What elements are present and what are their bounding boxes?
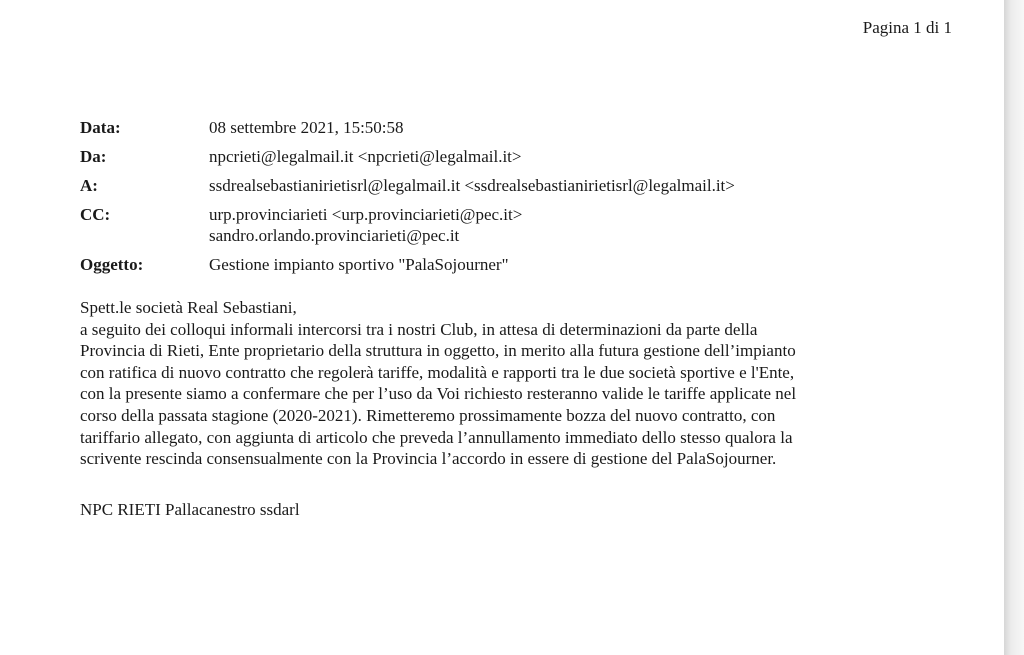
- cc-value: urp.provinciarieti <urp.provinciarieti@pec.it>: [209, 205, 523, 224]
- cc-label: CC:: [80, 205, 111, 224]
- to-label: A:: [80, 176, 98, 195]
- date-label: Data:: [80, 118, 121, 137]
- cc-value: sandro.orlando.provinciarieti@pec.it: [209, 226, 460, 245]
- subject-value: Gestione impianto sportivo "PalaSojourner": [209, 255, 509, 274]
- to-value: ssdrealsebastianirietisrl@legalmail.it <ssdrealsebastianirietisrl@legalmail.it>: [209, 176, 735, 195]
- body-line: con la presente siamo a confermare che per l’uso da Voi richiesto resteranno valide le tariffe applicate nel: [80, 384, 797, 404]
- email-header: [80, 117, 735, 283]
- body-line: Provincia di Rieti, Ente proprietario della struttura in oggetto, in merito alla futura gestione dell’impianto: [80, 341, 796, 361]
- body-line: scrivente rescinda consensualmente con la Provincia l’accordo in essere di gestione del PalaSojourner.: [80, 449, 777, 469]
- body-line: corso della passata stagione (2020-2021). Rimetteremo prossimamente bozza del nuovo contratto, con: [80, 405, 776, 425]
- page-indicator: Pagina 1 di 1: [862, 18, 952, 37]
- header-row-from: [80, 146, 735, 167]
- subject-label: Oggetto:: [80, 255, 144, 274]
- page-edge-shadow: [1004, 0, 1024, 655]
- from-value: npcrieti@legalmail.it <npcrieti@legalmail.it>: [209, 147, 522, 166]
- header-row-to: [80, 175, 735, 196]
- message-body: [80, 297, 960, 470]
- from-label: Da:: [80, 147, 107, 166]
- header-row-cc: [80, 204, 735, 246]
- body-line: Spett.le società Real Sebastiani,: [80, 298, 297, 317]
- header-row-date: [80, 117, 735, 138]
- signature: NPC RIETI Pallacanestro ssdarl: [80, 500, 300, 519]
- body-line: con ratifica di nuovo contratto che regolerà tariffe, modalità e rapporti tra le due società sportive e l'Ente,: [80, 362, 795, 382]
- header-row-subject: [80, 254, 735, 275]
- body-line: tariffario allegato, con aggiunta di articolo che preveda l’annullamento immediato dello stesso qualora la: [80, 427, 793, 447]
- date-value: 08 settembre 2021, 15:50:58: [209, 118, 404, 137]
- cc-values: [209, 204, 522, 246]
- body-line: a seguito dei colloqui informali intercorsi tra i nostri Club, in attesa di determinazioni da parte della: [80, 319, 758, 339]
